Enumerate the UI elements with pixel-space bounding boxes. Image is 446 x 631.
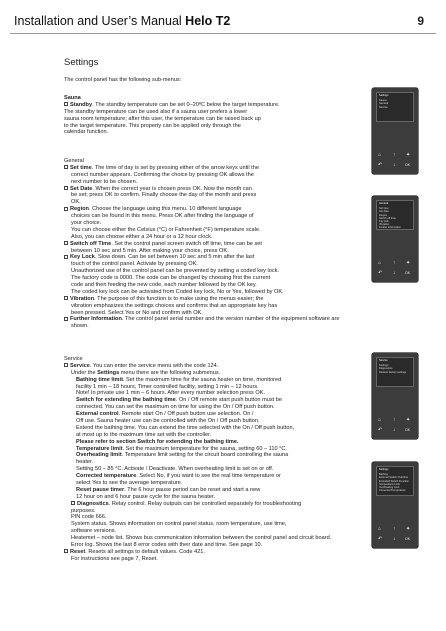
general-item-text: between 10 sec and 5 min. After making your choice, press OK. (71, 247, 229, 254)
general-item-label: Vibration (70, 295, 95, 302)
service-text: PIN code 666. (71, 514, 107, 521)
panel-screen-text (377, 93, 413, 110)
general-item-text: . When the correct year is chosen press OK. Now the month can (92, 185, 252, 192)
service-line (64, 542, 331, 549)
general-item-text: your choice. (71, 220, 102, 227)
general-item-line (64, 254, 339, 261)
general-item-text: shown. (71, 323, 89, 330)
panel-menu-item: General (379, 102, 389, 106)
service-label: Settings (97, 369, 120, 376)
service-line (64, 514, 331, 521)
panel-menu-item: Set date (379, 210, 389, 214)
general-item-line (64, 268, 339, 275)
general-item-line (64, 192, 339, 199)
arrow-up-icon: ↑ (393, 152, 396, 158)
panel-screen (376, 92, 414, 122)
back-icon: ↶ (378, 536, 383, 542)
general-item-line (64, 241, 339, 248)
general-item-text: . Choose the language using this menu. 10 different language (88, 206, 242, 213)
forward-icon: ✦ (406, 152, 411, 158)
service-text: Heatemet – node list. Shows bus communication information between the control panel and circuit board. (71, 535, 332, 542)
back-icon: ↶ (378, 427, 383, 433)
service-list (64, 362, 332, 562)
home-icon: ⌂ (378, 417, 382, 423)
sauna-section: Sauna Standby. The standby temperature can be set 0–20ºC below the target temperature. The standby temperature can be used also if a sauna user prefers a lower sauna room temperature; after this user, the temperature can be raised back up to the target temperature. This property can be applied only through the calendar function. (64, 95, 280, 136)
standby-line: Standby. The standby temperature can be set 0–20ºC below the target temperature. (64, 102, 280, 109)
general-item-text: The factory code is 0000. The code can be changed by choosing first the current (71, 275, 271, 282)
service-line (64, 473, 331, 480)
service-text: System status. Shows information on control panel status, room temperature, use time, (71, 521, 287, 528)
service-text: . Set the maximum temperature for the sauna, setting 60 – 110 °C. (122, 445, 287, 452)
panel-menu-item: Sauna (379, 99, 387, 103)
service-line (64, 377, 331, 384)
ok-button: OK (405, 537, 411, 541)
service-text: Note! In private use 1 min – 6 hours. After every number selection press OK. (76, 390, 266, 397)
service-line (64, 459, 331, 466)
service-line (64, 404, 331, 411)
panel-menu-item: Extended Switch Function (379, 479, 409, 483)
general-item-text: . Slow down. Can be set between 10 sec and 5 min after the last (94, 254, 255, 261)
panel-menu-item: Corrected Temperature (379, 489, 406, 493)
general-section (64, 158, 340, 330)
service-label: Reset pause timer (76, 486, 125, 493)
general-item-label: Region (70, 206, 89, 213)
panel-keys (376, 527, 414, 545)
panel-service-settings (372, 462, 418, 548)
ok-button: OK (405, 271, 411, 275)
arrow-down-icon: ↓ (393, 270, 396, 276)
general-item-text: code and then feeding the new code, each number followed by the OK key. (71, 282, 257, 289)
bullet-icon (64, 255, 68, 259)
general-item-text: . The purpose of this function is to make using the menus easier; the (94, 295, 264, 302)
general-item-text: The coded key lock can be activated from Coded key lock, No or Yes, followed by OK. (71, 288, 284, 295)
service-text: Off use. Sauna heater use can be controlled with the On / Off push button. (76, 418, 260, 425)
intro-text: The control panel has the following sub-menus: (64, 77, 182, 83)
service-line (64, 446, 331, 453)
service-line (64, 508, 331, 515)
service-text: . Set the maximum time for the sauna heater on time, monitored (122, 376, 282, 383)
service-line (64, 432, 331, 439)
service-text: Extend the bathing time. You can extend the time selected with the On / Off push button, (76, 424, 295, 431)
service-label: Switch for extending the bathing time (76, 397, 176, 404)
panel-keys (376, 261, 414, 279)
back-icon: ↶ (378, 162, 383, 168)
general-item-line (64, 289, 339, 296)
general-item-text: Unauthorized use of the control panel can be prevented by setting a coded key lock. (71, 268, 280, 275)
home-icon: ⌂ (378, 152, 382, 158)
service-label: Reset (70, 548, 86, 555)
service-text: . Resets all settings to default values. Code 421. (85, 548, 205, 555)
general-item-label: Further Information (70, 316, 122, 323)
service-line (64, 528, 331, 535)
standby-label: Standby (70, 101, 93, 108)
panel-general (372, 196, 418, 282)
general-item-line (64, 296, 339, 303)
general-heading: General (64, 158, 84, 164)
bullet-icon (64, 207, 68, 211)
forward-icon: ✦ (406, 260, 411, 266)
panel-menu-item: Overheating Limit (379, 486, 400, 490)
service-text: facility 1 min – 18 hours, Timer controlled facility, setting 1 min – 12 hours. (76, 383, 259, 390)
general-item-label: Set Date (70, 185, 93, 192)
home-icon: ⌂ (378, 526, 382, 532)
service-text: purposes. (71, 507, 96, 514)
service-heading: Service (64, 356, 83, 362)
general-list (64, 164, 340, 330)
arrow-down-icon: ↓ (393, 162, 396, 168)
general-item-line (64, 227, 339, 234)
panel-menu-item: Diagnostics (379, 367, 393, 371)
service-text: . The 6 hour pause period can be reset and start a new (124, 486, 261, 493)
forward-icon: ✦ (406, 417, 411, 423)
general-item-text: correct number appears. Confirming the choice by pressing OK allows the (71, 171, 254, 178)
service-text: at most up to the maximum time set with the controller. (76, 431, 212, 438)
service-text: Setting 50 – 85 °C. Activate / Deactivate. When overheating limit is set on or off. (76, 466, 274, 473)
panel-screen-title: Settings (379, 468, 389, 471)
service-line (64, 535, 331, 542)
general-item-text: OK. (71, 199, 81, 206)
bullet-icon (64, 296, 68, 300)
general-item-text: vibration emphasizes the settings choices and confirms that an appropriate key has (71, 302, 278, 309)
service-line (64, 397, 331, 404)
general-item-line (64, 199, 339, 206)
panel-screen (376, 357, 414, 387)
service-line (64, 425, 331, 432)
service-text: heater. (76, 459, 94, 466)
general-item-line (64, 303, 339, 310)
panel-menu-item: Bathing (379, 473, 388, 477)
service-line (64, 494, 331, 501)
general-item-text: . Set the control panel screen switch off time, time can be set (111, 240, 262, 247)
arrow-down-icon: ↓ (393, 536, 396, 542)
panel-menu-item: Settings (379, 364, 389, 368)
general-item-text: choices can be found in this menu. Press OK after finding the language of (71, 213, 254, 220)
general-item-label: Switch off Time (70, 240, 112, 247)
general-item-text: You can choose either the Celsius (°C) or Fahrenheit (°F) temperature scale. (71, 226, 261, 233)
panel-keys (376, 153, 414, 171)
bullet-icon (64, 102, 68, 106)
service-text: . You can enter the service menu with the code 124. (89, 362, 219, 369)
service-line (64, 418, 331, 425)
panel-menu-item: Vibration (379, 223, 390, 227)
ok-button: OK (405, 428, 411, 432)
general-item-line (64, 248, 339, 255)
sauna-heading: Sauna (64, 95, 81, 101)
general-item-line (64, 220, 339, 227)
header-rule (10, 33, 436, 34)
arrow-down-icon: ↓ (393, 427, 396, 433)
section-title: Settings (64, 57, 99, 68)
service-text: menu there are the following submenus. (119, 369, 221, 376)
panel-screen-title: Service (379, 359, 388, 362)
service-label: Please refer to section Switch for extending the bathing time. (76, 438, 239, 445)
general-item-line (64, 234, 339, 241)
general-item-text: been pressed. Select Yes or No and confirm with OK. (71, 309, 203, 316)
panel-screen (376, 466, 414, 496)
panel-menu-item: Service (379, 105, 388, 109)
service-text: . Select No, if you want to see the real time temperature or (136, 473, 281, 480)
service-line (64, 487, 331, 494)
page-header (0, 0, 446, 36)
general-item-text: . The time of day is set by pressing either of the arrow keys until the (91, 164, 259, 171)
bullet-icon (64, 363, 68, 367)
service-text: . Temperature limit setting for the circuit board controlling the sauna (121, 452, 289, 459)
service-line (64, 390, 331, 397)
general-item-text: next number to be chosen. (71, 178, 138, 185)
general-item-line (64, 172, 339, 179)
bullet-icon (64, 317, 68, 321)
general-item-line (64, 316, 339, 323)
service-text: software versions. (71, 528, 117, 535)
panel-screen-text (377, 201, 413, 231)
panel-screen-title: Settings (379, 94, 389, 97)
service-label: Service (70, 362, 90, 369)
panel-screen (376, 200, 414, 230)
panel-service (372, 353, 418, 439)
general-item-text: Also, you can choose either a 24 hour or a 12 hour clock. (71, 233, 213, 240)
general-item-line (64, 179, 339, 186)
service-text: Error log. Shows the last 8 error codes with their date and time. See page 10. (71, 542, 263, 549)
back-icon: ↶ (378, 270, 383, 276)
title-prefix: Installation and User’s Manual (14, 14, 186, 28)
general-item-line (64, 261, 339, 268)
service-line (64, 411, 331, 418)
general-item-text: be set; press OK to confirm. Finally choose the day of the month and press (71, 192, 257, 199)
service-text: . On / Off remote start push button must be (175, 397, 282, 404)
panel-menu-item: Further information (379, 226, 401, 230)
general-item-line (64, 213, 339, 220)
general-item-label: Key Lock (70, 254, 95, 261)
general-item-label: Set time (70, 164, 92, 171)
panel-menu-item: Region (379, 213, 388, 217)
service-text: Under the (71, 369, 98, 376)
arrow-up-icon: ↑ (393, 526, 396, 532)
general-item-line (64, 310, 339, 317)
service-label: Corrected temperature (76, 473, 137, 480)
bullet-icon (71, 501, 75, 505)
service-text: select Yes to see the average temperature. (76, 480, 183, 487)
home-icon: ⌂ (378, 260, 382, 266)
service-text: . Remote start On / Off push button use selection. On / (118, 411, 254, 418)
bullet-icon (64, 186, 68, 190)
panel-screen-title: General (379, 202, 389, 205)
service-label: Temperature limit (76, 445, 123, 452)
service-line (64, 556, 331, 563)
general-item-line (64, 323, 339, 330)
bullet-icon (64, 165, 68, 169)
panel-menu-item: Set time (379, 207, 389, 211)
service-line (64, 439, 331, 446)
panel-screen-text (377, 358, 413, 375)
general-item-line (64, 186, 339, 193)
general-item-line (64, 206, 339, 213)
forward-icon: ✦ (406, 526, 411, 532)
service-text: 12 hour on and 6 hour pause cycle for the sauna heater. (76, 493, 216, 500)
ok-button: OK (405, 163, 411, 167)
general-item-line (64, 275, 339, 282)
general-item-text: touch of the control panel. Activate by pressing OK. (71, 261, 198, 268)
service-label: External control (76, 411, 119, 418)
panel-screen-text (377, 467, 413, 493)
service-line (64, 384, 331, 391)
panel-settings (372, 88, 418, 174)
panel-menu-item: External Switch Overtime (379, 476, 409, 480)
title-model: Helo T2 (185, 14, 231, 28)
service-text: . Relay control. Relay outputs can be controlled separately for troubleshooting (108, 500, 302, 507)
bullet-icon (64, 549, 68, 553)
service-line (64, 521, 331, 528)
service-line (64, 501, 331, 508)
panel-menu-item: Temperature Limit (379, 482, 400, 486)
general-item-line (64, 282, 339, 289)
panel-menu-item: Restore factory settings (379, 370, 407, 374)
arrow-up-icon: ↑ (393, 417, 396, 423)
service-line (64, 480, 331, 487)
service-text: connected. You can set the maximum on time for using the On / Off push button. (76, 404, 275, 411)
page-number: 9 (417, 14, 424, 28)
general-item-text: . The control panel serial number and the version number of the equipment software are (121, 316, 340, 323)
panel-menu-item: Switch off time (379, 216, 396, 220)
service-label: Overheating limit (76, 452, 122, 459)
arrow-up-icon: ↑ (393, 260, 396, 266)
service-line (64, 549, 331, 556)
service-line (64, 466, 331, 473)
general-item-line (64, 165, 339, 172)
service-line (64, 452, 331, 459)
panel-menu-item: Key lock (379, 220, 389, 224)
service-section (64, 356, 332, 562)
panel-keys (376, 418, 414, 436)
manual-title (14, 14, 230, 28)
service-label: Diagnostics (77, 500, 109, 507)
service-label: Bathing time limit (76, 376, 123, 383)
service-line (64, 363, 331, 370)
bullet-icon (64, 241, 68, 245)
service-text: For instructions see page 7, Reset. (71, 555, 158, 562)
service-line (64, 370, 331, 377)
